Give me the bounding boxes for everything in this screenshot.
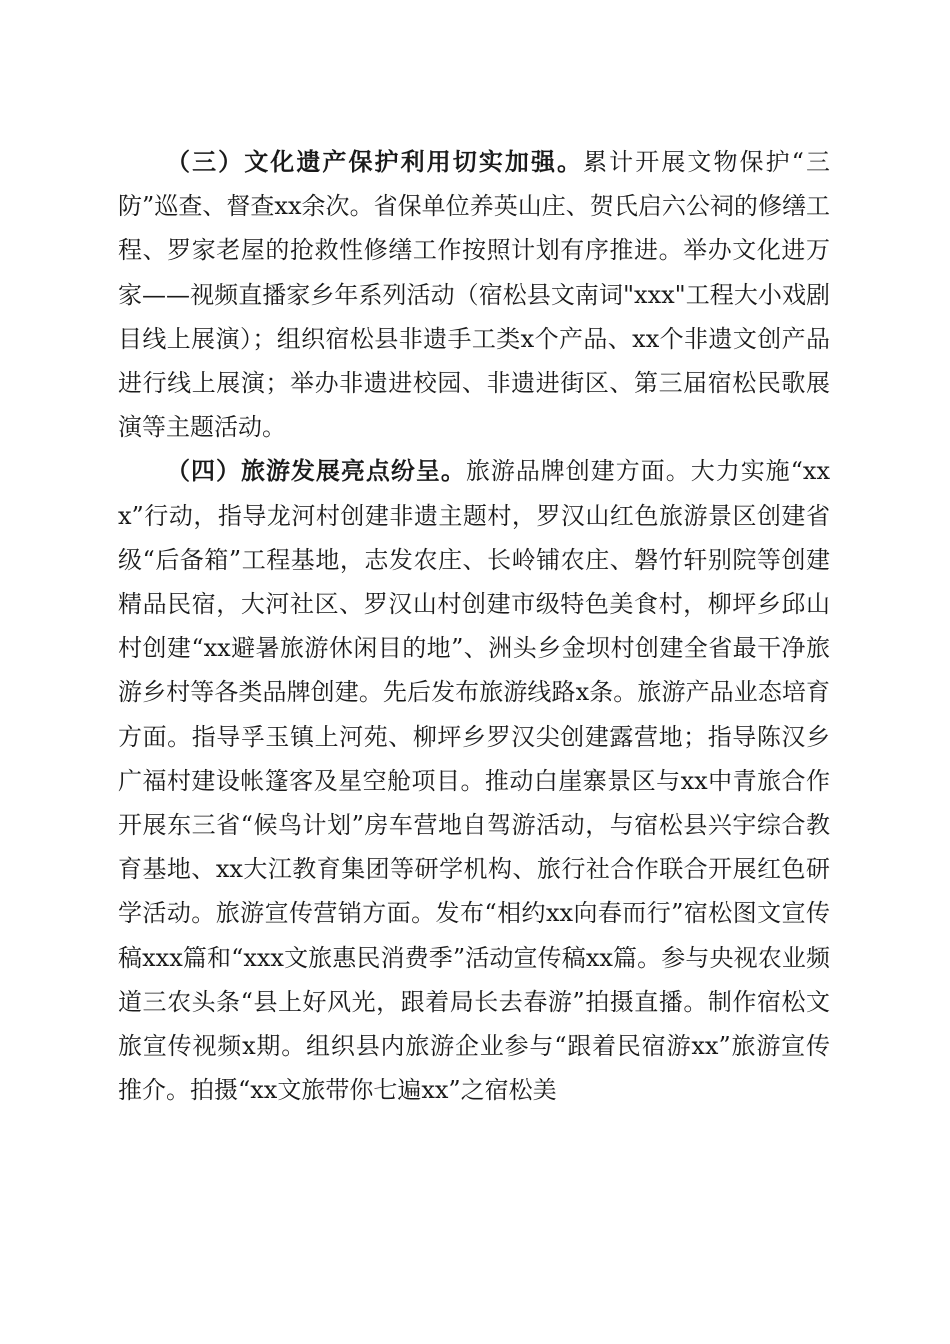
paragraph-heading: （三）文化遗产保护利用切实加强。 — [166, 148, 584, 176]
paragraph-heading: （四）旅游发展亮点纷呈。 — [166, 457, 466, 486]
paragraph-cultural-heritage — [118, 140, 830, 449]
paragraph-body: 旅游品牌创建方面。大力实施“xxx”行动，指导龙河村创建非遗主题村，罗汉山红色旅游景区创建省级“后备箱”工程基地，志发农庄、长岭铺农庄、磐竹轩别院等创建精品民宿，大河社区、罗汉山村创建市级特色美食村，柳坪乡邱山村创建“xx避暑旅游休闲目的地”、洲头乡金坝村创建全省最干净旅游乡村等各类品牌创建。先后发布旅游线路x条。旅游产品业态培育方面。指导孚玉镇上河苑、柳坪乡罗汉尖创建露营地；指导陈汉乡广福村建设帐篷客及星空舱项目。推动白崖寨景区与xx中青旅合作开展东三省“候鸟计划”房车营地自驾游活动，与宿松县兴宇综合教育基地、xx大江教育集团等研学机构、旅行社合作联合开展红色研学活动。旅游宣传营销方面。发布“相约xx向春而行”宿松图文宣传稿xxx篇和“xxx文旅惠民消费季”活动宣传稿xx篇。参与央视农业频道三农头条“县上好风光，跟着局长去春游”拍摄直播。制作宿松文旅宣传视频x期。组织县内旅游企业参与“跟着民宿游xx”旅游宣传推介。拍摄“xx文旅带你七遍xx”之宿松美 — [118, 457, 831, 1105]
paragraph-tourism-development — [118, 449, 830, 1112]
document-body — [118, 140, 830, 1112]
paragraph-body: 累计开展文物保护“三防”巡查、督查xx余次。省保单位养英山庄、贺氏启六公祠的修缮工程、罗家老屋的抢救性修缮工作按照计划有序推进。举办文化进万家——视频直播家乡年系列活动（宿松县文南词"xxx"工程大小戏剧目线上展演）；组织宿松县非遗手工类x个产品、xx个非遗文创产品进行线上展演；举办非遗进校园、非遗进街区、第三届宿松民歌展演等主题活动。 — [118, 148, 830, 442]
